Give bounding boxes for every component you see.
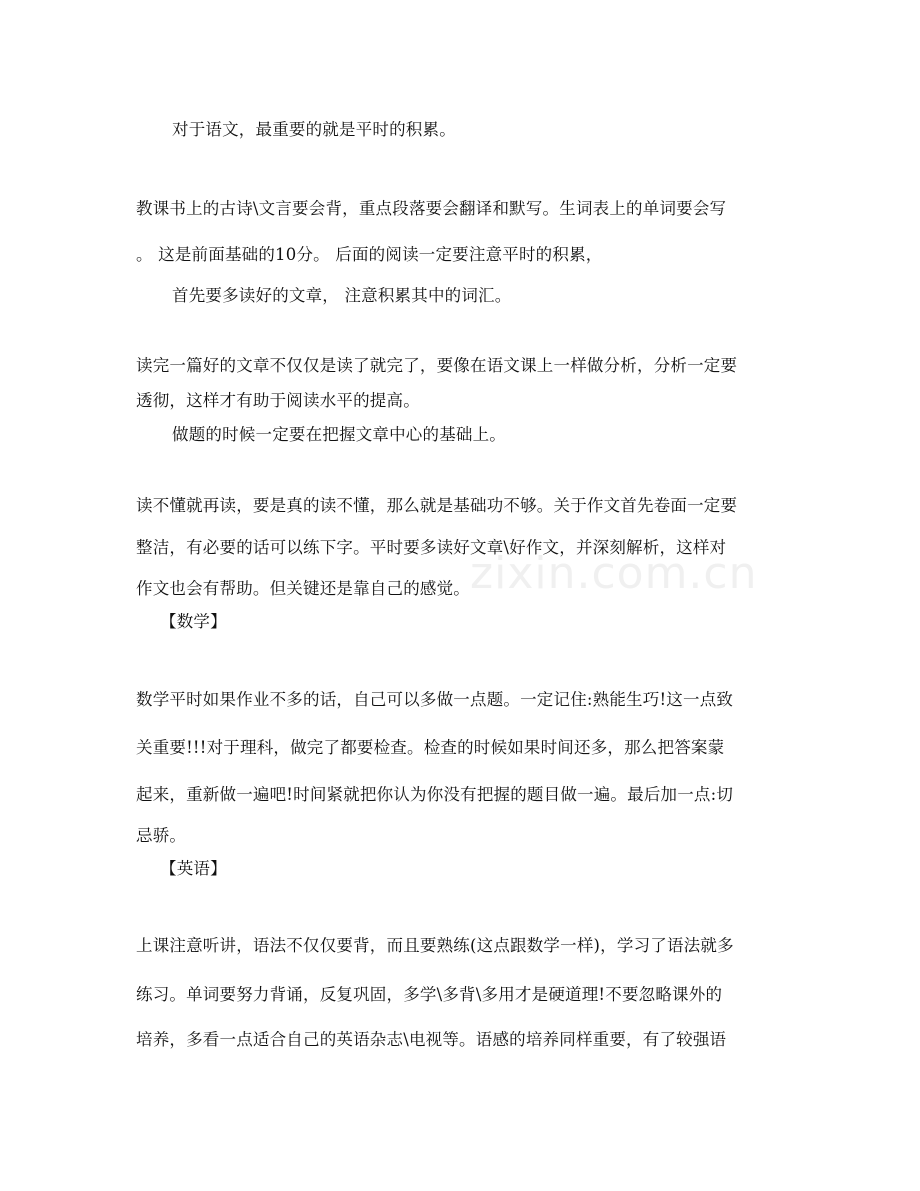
paragraph-line: 对于语文，最重要的就是平时的积累。 xyxy=(172,120,456,139)
paragraph-line: 练习。单词要努力背诵，反复巩固，多学\多背\多用才是硬道理!不要忽略课外的 xyxy=(136,985,723,1004)
watermark: zixin.com.cn xyxy=(470,548,758,599)
paragraph-line: 首先要多读好的文章， 注意积累其中的词汇。 xyxy=(172,286,512,305)
paragraph-line: 整洁，有必要的话可以练下字。平时要多读好文章\好作文，并深刻解析，这样对 xyxy=(136,538,727,557)
paragraph-line: 读不懂就再读，要是真的读不懂，那么就是基础功不够。关于作文首先卷面一定要 xyxy=(136,496,738,515)
paragraph-line: 上课注意听讲，语法不仅仅要背，而且要熟练(这点跟数学一样)，学习了语法就多 xyxy=(136,936,734,955)
paragraph-line: 培养，多看一点适合自己的英语杂志\电视等。语感的培养同样重要，有了较强语 xyxy=(136,1030,727,1049)
paragraph-line: 起来，重新做一遍吧!时间紧就把你认为你没有把握的题目做一遍。最后加一点:切 xyxy=(136,785,734,804)
paragraph-line: 作文也会有帮助。但关键还是靠自己的感觉。 xyxy=(136,579,470,598)
paragraph-line: 透彻，这样才有助于阅读水平的提高。 xyxy=(136,391,420,410)
paragraph-line: 忌骄。 xyxy=(136,826,187,845)
paragraph-line: 做题的时候一定要在把握文章中心的基础上。 xyxy=(172,425,506,444)
paragraph-line: 。 这是前面基础的10分。 后面的阅读一定要注意平时的积累， xyxy=(136,245,603,264)
paragraph-line: 教课书上的古诗\文言要会背，重点段落要会翻译和默写。生词表上的单词要会写 xyxy=(136,199,727,218)
paragraph-line: 数学平时如果作业不多的话，自己可以多做一点题。一定记住:熟能生巧!这一点致 xyxy=(136,690,734,709)
paragraph-line: 读完一篇好的文章不仅仅是读了就完了，要像在语文课上一样做分析，分析一定要 xyxy=(136,356,738,375)
section-heading-math: 【数学】 xyxy=(160,612,227,631)
paragraph-line: 关重要!!!对于理科，做完了都要检查。检查的时候如果时间还多，那么把答案蒙 xyxy=(136,738,725,757)
section-heading-english: 【英语】 xyxy=(160,859,227,878)
